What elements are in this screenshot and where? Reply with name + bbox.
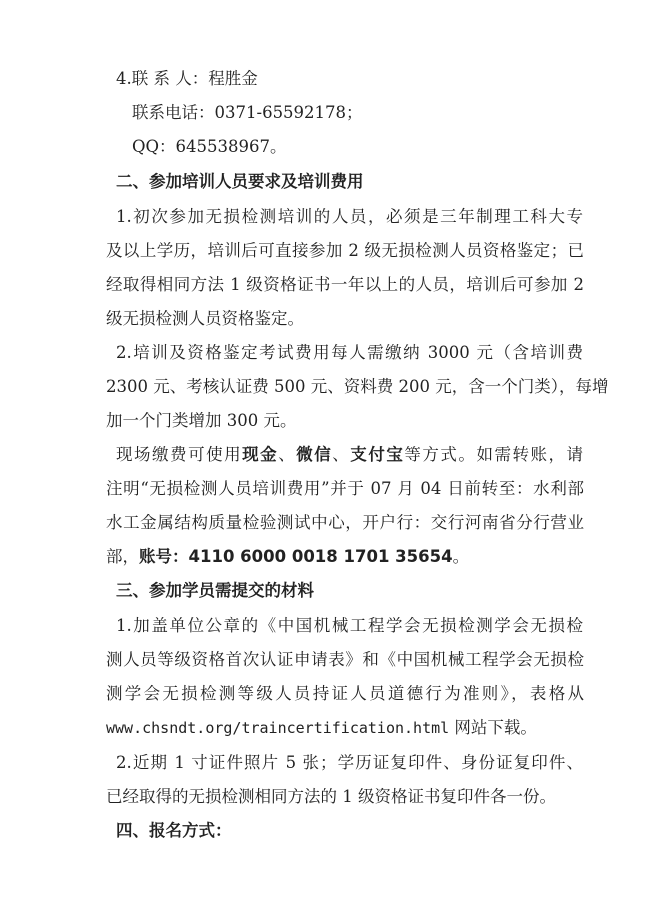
paragraph-line: 2.培训及资格鉴定考试费用每人需缴纳 3000 元（含培训费	[116, 343, 583, 362]
paragraph-line: 1.初次参加无损检测培训的人员，必须是三年制理工科大专	[116, 207, 583, 226]
download-line	[106, 720, 537, 737]
separator: 、	[332, 445, 351, 464]
section-heading-materials: 三、参加学员需提交的材料	[116, 581, 314, 600]
contact-qq: QQ：645538967。	[132, 137, 287, 156]
payment-alipay: 支付宝	[350, 445, 405, 464]
paragraph-line: 1.加盖单位公章的《中国机械工程学会无损检测学会无损检	[116, 616, 583, 635]
contact-phone: 联系电话：0371-65592178；	[132, 103, 363, 122]
paragraph-line: 2300 元、考核认证费 500 元、资料费 200 元，含一个门类），每增	[106, 377, 609, 396]
section-heading-requirements: 二、参加培训人员要求及培训费用	[116, 172, 364, 191]
paragraph-line: 及以上学历，培训后可直接参加 2 级无损检测人员资格鉴定；已	[106, 241, 584, 260]
download-url-link[interactable]: www.chsndt.org/traincertification.html	[106, 719, 450, 737]
paragraph-line: 经取得相同方法 1 级资格证书一年以上的人员，培训后可参加 2	[106, 275, 584, 294]
payment-methods-line	[116, 447, 583, 464]
payment-wechat: 微信	[296, 445, 333, 464]
bank-account-number: 账号：4110 6000 0018 1701 35654	[139, 547, 453, 566]
paragraph-line: 已经取得的无损检测相同方法的 1 级资格证书复印件各一份。	[106, 787, 556, 806]
payment-text: 。	[452, 547, 470, 566]
paragraph-line: 测人员等级资格首次认证申请表》和《中国机械工程学会无损检	[106, 650, 584, 669]
payment-cash: 现金	[242, 445, 279, 464]
paragraph-line: 级无损检测人员资格鉴定。	[106, 309, 304, 328]
paragraph-line: 测学会无损检测等级人员持证人员道德行为准则》，表格从	[106, 684, 584, 703]
payment-text: 部，	[106, 547, 139, 566]
separator: 、	[278, 445, 297, 464]
paragraph-line: 注明“无损检测人员培训费用”并于 07 月 04 日前转至：水利部	[106, 479, 584, 498]
contact-person: 4.联 系 人：程胜金	[116, 69, 258, 88]
download-text: 网站下载。	[449, 718, 537, 737]
bank-account-line	[106, 549, 469, 566]
paragraph-line: 水工金属结构质量检验测试中心，开户行：交行河南省分行营业	[106, 513, 584, 532]
paragraph-line: 2.近期 1 寸证件照片 5 张；学历证复印件、身份证复印件、	[116, 753, 583, 772]
section-heading-registration: 四、报名方式：	[116, 821, 232, 840]
payment-text: 等方式。如需转账，请	[404, 445, 584, 464]
paragraph-line: 加一个门类增加 300 元。	[106, 411, 297, 430]
payment-text: 现场缴费可使用	[116, 445, 243, 464]
